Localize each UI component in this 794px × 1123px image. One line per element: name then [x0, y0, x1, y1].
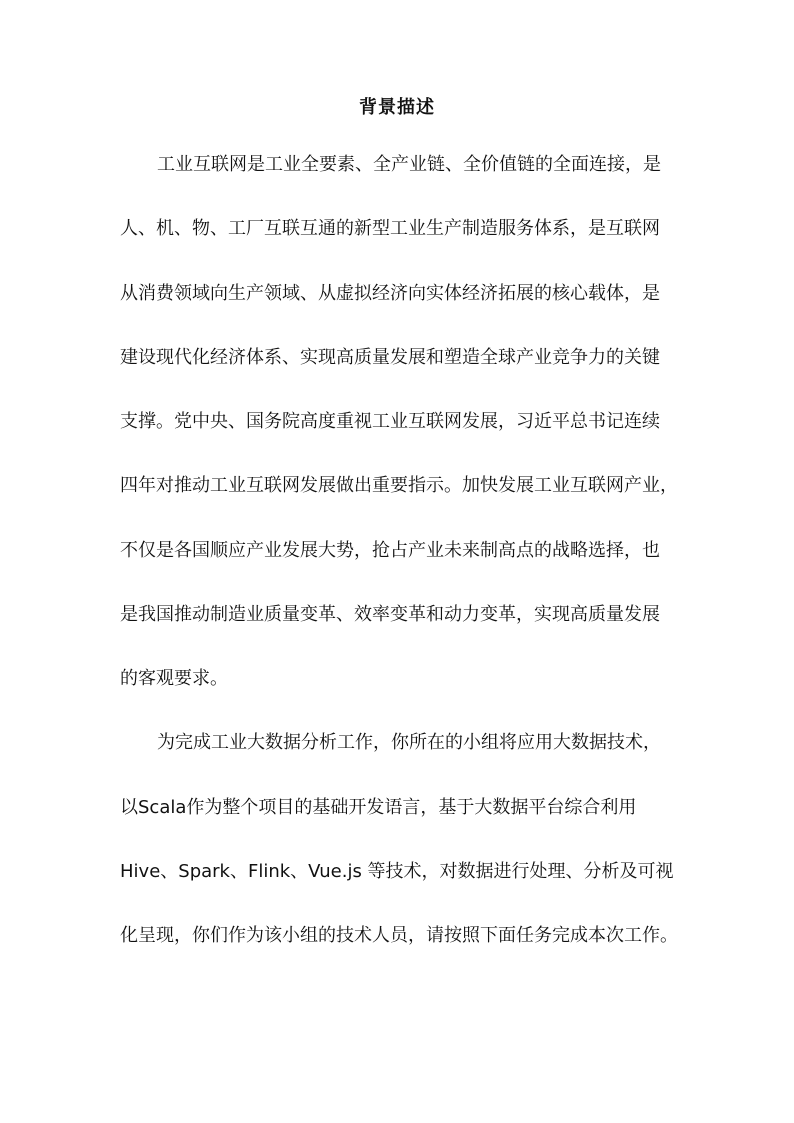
document-title: 背景描述: [359, 97, 435, 118]
paragraph-1-line-4: 建设现代化经济体系、实现高质量发展和塑造全球产业竞争力的关键: [120, 347, 660, 368]
paragraph-1-line-7: 不仅是各国顺应产业发展大势，抢占产业未来制高点的战略选择，也: [120, 540, 660, 561]
paragraph-2-line-4: 化呈现，你们作为该小组的技术人员，请按照下面任务完成本次工作。: [120, 925, 678, 946]
paragraph-1-line-1: 工业互联网是工业全要素、全产业链、全价值链的全面连接，是: [157, 154, 661, 175]
paragraph-2-line-3: Hive、Spark、Flink、Vue.js 等技术，对数据进行处理、分析及可视: [120, 861, 674, 882]
paragraph-2-line-2: 以Scala作为整个项目的基础开发语言，基于大数据平台综合利用: [120, 797, 637, 818]
paragraph-1-line-5: 支撑。党中央、国务院高度重视工业互联网发展，习近平总书记连续: [120, 411, 660, 432]
paragraph-2-line-1: 为完成工业大数据分析工作，你所在的小组将应用大数据技术，: [157, 732, 661, 753]
paragraph-1-line-3: 从消费领域向生产领域、从虚拟经济向实体经济拓展的核心载体，是: [120, 283, 660, 304]
paragraph-1-line-2: 人、机、物、工厂互联互通的新型工业生产制造服务体系，是互联网: [120, 218, 660, 239]
paragraph-1-line-8: 是我国推动制造业质量变革、效率变革和动力变革，实现高质量发展: [120, 604, 660, 625]
paragraph-1-line-6: 四年对推动工业互联网发展做出重要指示。加快发展工业互联网产业，: [120, 475, 678, 496]
paragraph-1-line-9: 的客观要求。: [120, 668, 228, 689]
